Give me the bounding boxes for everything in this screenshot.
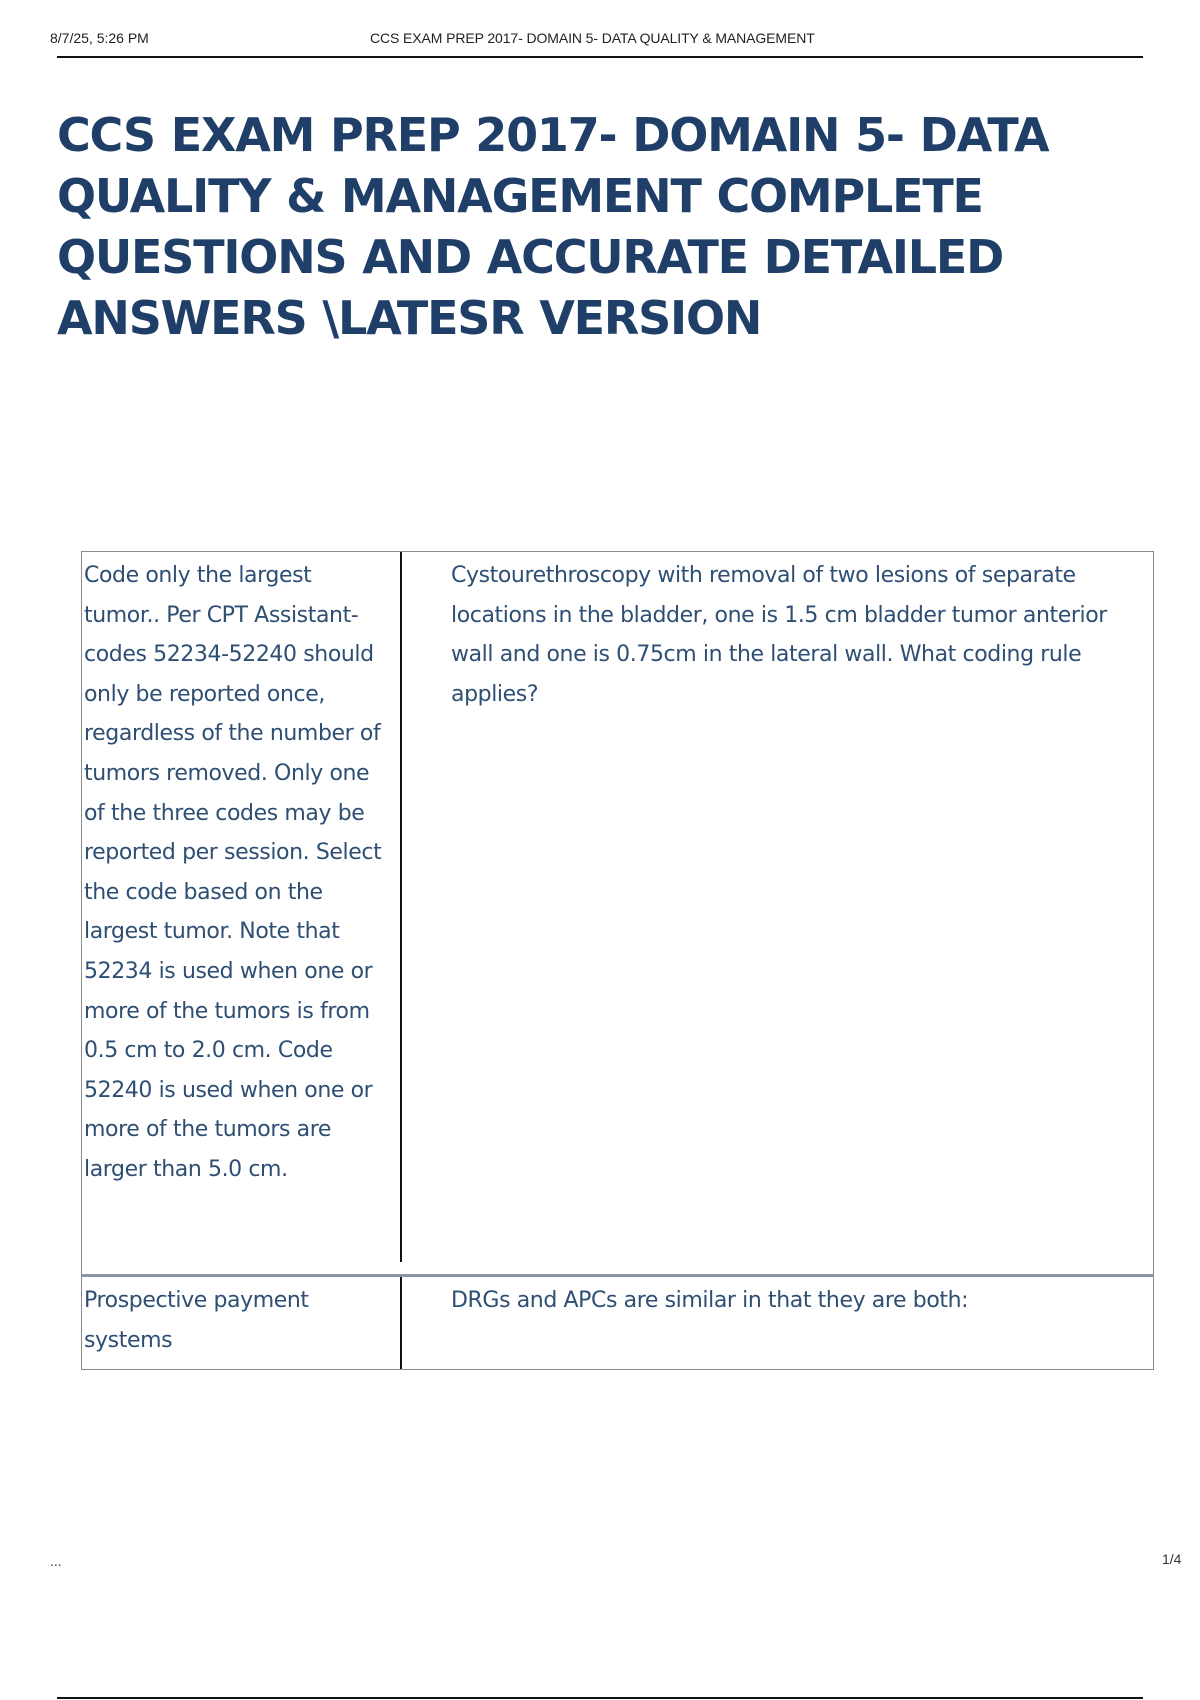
page-number: 1/4	[1162, 1551, 1182, 1567]
print-datetime: 8/7/25, 5:26 PM	[50, 30, 149, 46]
question-cell: Cystourethroscopy with removal of two lesions of separate locations in the bladder, one is 1.5 cm bladder tumor anterior wall and one is 0.75cm in the lateral wall. What coding rule applies?	[451, 563, 1107, 707]
footer-divider	[57, 1697, 1143, 1699]
print-page-title: CCS EXAM PREP 2017- DOMAIN 5- DATA QUALITY & MANAGEMENT	[370, 30, 815, 46]
answer-cell: Prospective payment systems	[82, 1277, 402, 1369]
qa-table	[81, 551, 1154, 1370]
document-title: CCS EXAM PREP 2017- DOMAIN 5- DATA QUALITY & MANAGEMENT COMPLETE QUESTIONS AND ACCURATE DETAILED ANSWERS \LATESR VERSION	[57, 108, 1049, 345]
qa-row	[82, 1274, 1153, 1369]
header-divider	[57, 56, 1143, 58]
print-header	[50, 28, 1140, 58]
question-cell: DRGs and APCs are similar in that they are both:	[451, 1288, 969, 1313]
qa-row	[82, 552, 1153, 1274]
footer-ellipsis: ...	[50, 1553, 62, 1569]
answer-cell: Code only the largest tumor.. Per CPT Assistant- codes 52234-52240 should only be reported once, regardless of the number of tumors removed. Only one of the three codes may be reported per session. Select the code based on the largest tumor. Note that 52234 is used when one or more of the tumors is from 0.5 cm to 2.0 cm. Code 52240 is used when one or more of the tumors are larger than 5.0 cm.	[82, 552, 402, 1262]
